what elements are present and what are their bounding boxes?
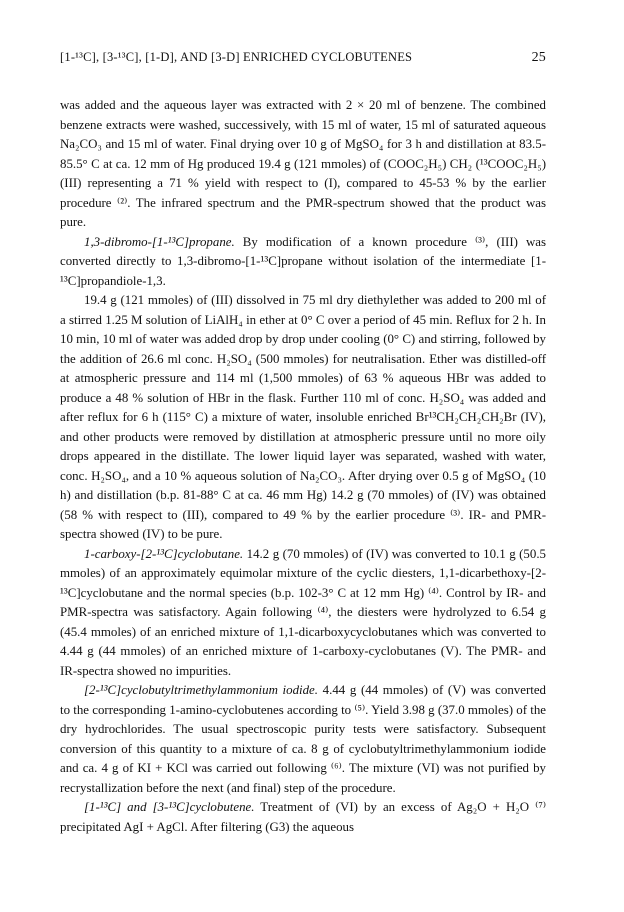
- paragraph-1: was added and the aqueous layer was extracted with 2 × 20 ml of benzene. The combined benzene extracts were washed, successively, with 15 ml of water, 15 ml of saturated aqueous Na₂CO₃ and 15 ml of water. Final drying over 10 g of MgSO₄ for 3 h and distillation at 83.5-85.5° C at ca. 12 mm of Hg produced 19.4 g (121 mmoles) of (COOC₂H₅) CH₂ (¹³COOC₂H₅) (III) representing a 71 % yield with respect to (I), compared to 45-53 % by the earlier procedure ⁽²⁾. The infrared spectrum and the PMR-spectrum showed that the product was pure.: [60, 98, 546, 229]
- paragraph-6-text: Treatment of (VI) by an excess of Ag₂O + H₂O ⁽⁷⁾ precipitated AgI + AgCl. After filtering (G3) the aqueous: [60, 800, 546, 834]
- paragraph-6: [60, 798, 546, 837]
- body-text: [60, 96, 546, 837]
- paragraph-5-text: 4.44 g (44 mmoles) of (V) was converted to the corresponding 1-amino-cyclobutenes according to ⁽⁵⁾. Yield 3.98 g (37.0 mmoles) of the dry hydrochlorides. The usual spectroscopic purity tests were satisfactory. Subsequent conversion of this quantity to a mixture of ca. 8 g of cyclobutyltrimethylammonium iodide and ca. 4 g of KI + KCl was carried out following ⁽⁶⁾. The mixture (VI) was not purified by recrystallization before the next (and final) step of the procedure.: [60, 683, 546, 795]
- paragraph-2: [60, 233, 546, 292]
- paragraph-4-heading: 1-carboxy-[2-¹³C]cyclobutane.: [84, 546, 244, 561]
- page-number: 25: [531, 50, 546, 65]
- paragraph-4: [60, 545, 546, 682]
- paragraph-5-heading: [2-¹³C]cyclobutyltrimethylammonium iodide.: [84, 683, 318, 697]
- paragraph-3: 19.4 g (121 mmoles) of (III) dissolved in 75 ml dry diethylether was added to 200 ml of a stirred 1.25 M solution of LiAlH₄ in ether at 0° C over a period of 45 min. Reflux for 2 h. In 10 min, 10 ml of water was added drop by drop under cooling (0° C) and stirring, followed by the addition of 26.6 ml conc. H₂SO₄ (500 mmoles) for neutralisation. Ether was distilled-off at atmospheric pressure and 114 ml (1,500 mmoles) of 63 % aqueous HBr was added to produce a 48 % solution of HBr in the flask. Further 110 ml of conc. H₂SO₄ was added and after reflux for 6 h (115° C) a mixture of water, insoluble enriched Br¹³CH₂CH₂CH₂Br (IV), and other products were removed by distillation at atmospheric pressure until no more oily drops appeared in the distillate. The lower liquid layer was separated, washed with water, conc. H₂SO₄, and a 10 % aqueous solution of Na₂CO₃. After drying over 0.5 g of MgSO₄ (10 h) and distillation (b.p. 81-88° C at ca. 46 mm Hg) 14.2 g (70 mmoles) of (IV) was obtained (58 % with respect to (III), compared to 49 % by the earlier procedure ⁽³⁾. IR- and PMR-spectra showed (IV) to be pure.: [60, 293, 546, 541]
- paragraph-4-text: 14.2 g (70 mmoles) of (IV) was converted to 10.1 g (50.5 mmoles) of an approximately equimolar mixture of the cyclic diesters, 1,1-dicarbethoxy-[2-¹³C]cyclobutane and the normal species (b.p. 102-3° C at 12 mm Hg) ⁽⁴⁾. Control by IR- and PMR-spectra was satisfactory. Again following ⁽⁴⁾, the diesters were hydrolyzed to 6.54 g (45.4 mmoles) of an enriched mixture of 1,1-dicarboxycyclobutanes which was converted to 4.44 g (44 mmoles) of an enriched mixture of 1-carboxy-cyclobutanes (V). The PMR- and IR-spectra showed no impurities.: [60, 546, 546, 678]
- paragraph-5: [60, 681, 546, 798]
- running-title: [1-¹³C], [3-¹³C], [1-D], AND [3-D] ENRICHED CYCLOBUTENES: [60, 50, 413, 64]
- paragraph-6-heading: [1-¹³C] and [3-¹³C]cyclobutene.: [84, 800, 255, 814]
- running-header: [60, 50, 546, 65]
- paragraph-2-heading: 1,3-dibromo-[1-¹³C]propane.: [84, 234, 235, 249]
- paragraph-2-text: By modification of a known procedure ⁽³⁾, (III) was converted directly to 1,3-dibromo-[1-¹³C]propane without isolation of the intermediate [1-¹³C]propandiole-1,3.: [60, 234, 546, 288]
